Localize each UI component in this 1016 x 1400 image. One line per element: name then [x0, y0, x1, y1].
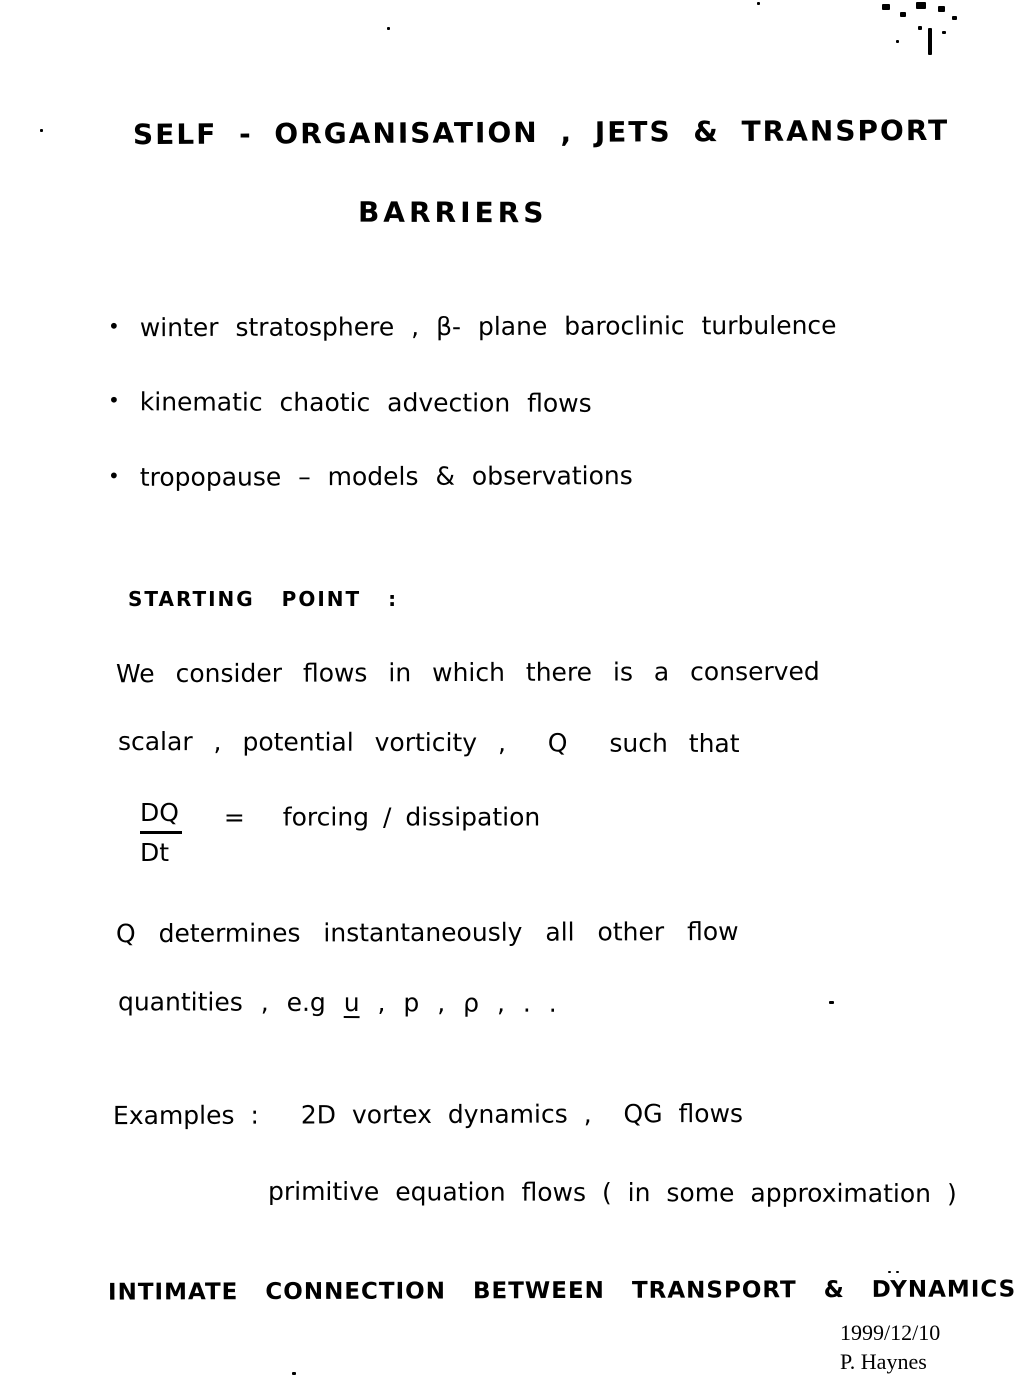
examples-line1	[113, 1099, 743, 1130]
section-heading: STARTING POINT :	[128, 587, 399, 611]
scan-artifact	[888, 1271, 891, 1273]
scan-artifact	[292, 1372, 296, 1375]
paragraph2-line1: Q determines instantaneously all other flow	[115, 916, 739, 949]
velocity-vector-symbol: u	[343, 988, 360, 1018]
scan-artifact	[896, 40, 899, 43]
bullet-icon: •	[107, 314, 120, 339]
equation-numerator: DQ	[140, 798, 182, 834]
paragraph1-line2: scalar , potential vorticity , Q such that	[117, 726, 740, 759]
scan-artifact	[900, 12, 906, 17]
equation	[140, 798, 540, 867]
examples-text-1: 2D vortex dynamics , QG flows	[300, 1098, 744, 1130]
equation-rhs: forcing / dissipation	[282, 802, 541, 832]
footer-statement: INTIMATE CONNECTION BETWEEN TRANSPORT & DYNAMICS	[107, 1276, 1016, 1306]
title-line-1: SELF - ORGANISATION , JETS & TRANSPORT	[132, 113, 950, 152]
bullet-text: winter stratosphere , β- plane baroclinic turbulence	[139, 310, 837, 343]
scan-artifact	[916, 2, 926, 9]
scan-artifact	[938, 6, 945, 12]
paragraph2-line2	[118, 987, 557, 1018]
scan-artifact	[942, 31, 946, 34]
bullet-text: tropopause – models & observations	[139, 461, 633, 492]
scan-artifact	[918, 26, 922, 30]
scan-artifact	[882, 4, 890, 10]
title-line-2: BARRIERS	[357, 195, 548, 230]
material-derivative-fraction	[140, 798, 182, 867]
scan-artifact	[896, 1271, 899, 1273]
scan-artifact	[387, 27, 390, 30]
bullet-icon: •	[107, 463, 120, 488]
examples-line2: primitive equation flows ( in some approximation )	[267, 1176, 957, 1209]
paragraph1-line1: We consider flows in which there is a conserved	[115, 656, 820, 689]
scan-artifact	[928, 28, 932, 55]
scan-artifact	[40, 129, 43, 132]
paragraph2-line2-post: , p , ρ , . .	[359, 988, 557, 1018]
bullet-text: kinematic chaotic advection flows	[139, 387, 592, 418]
bullet-item-tropopause	[108, 461, 633, 492]
bullet-item-winter-stratosphere	[108, 311, 837, 343]
bullet-icon: •	[107, 388, 120, 413]
author-name: P. Haynes	[840, 1349, 927, 1374]
scan-artifact	[952, 16, 957, 20]
bullet-item-kinematic-advection	[108, 387, 592, 418]
scan-artifact	[757, 2, 760, 5]
paragraph2-line2-pre: quantities , e.g	[117, 987, 344, 1018]
examples-label: Examples :	[112, 1100, 259, 1131]
equation-denominator: Dt	[140, 838, 170, 867]
scan-artifact	[829, 1001, 834, 1004]
date-stamp: 1999/12/10	[840, 1320, 941, 1345]
equals-sign: =	[223, 802, 245, 832]
